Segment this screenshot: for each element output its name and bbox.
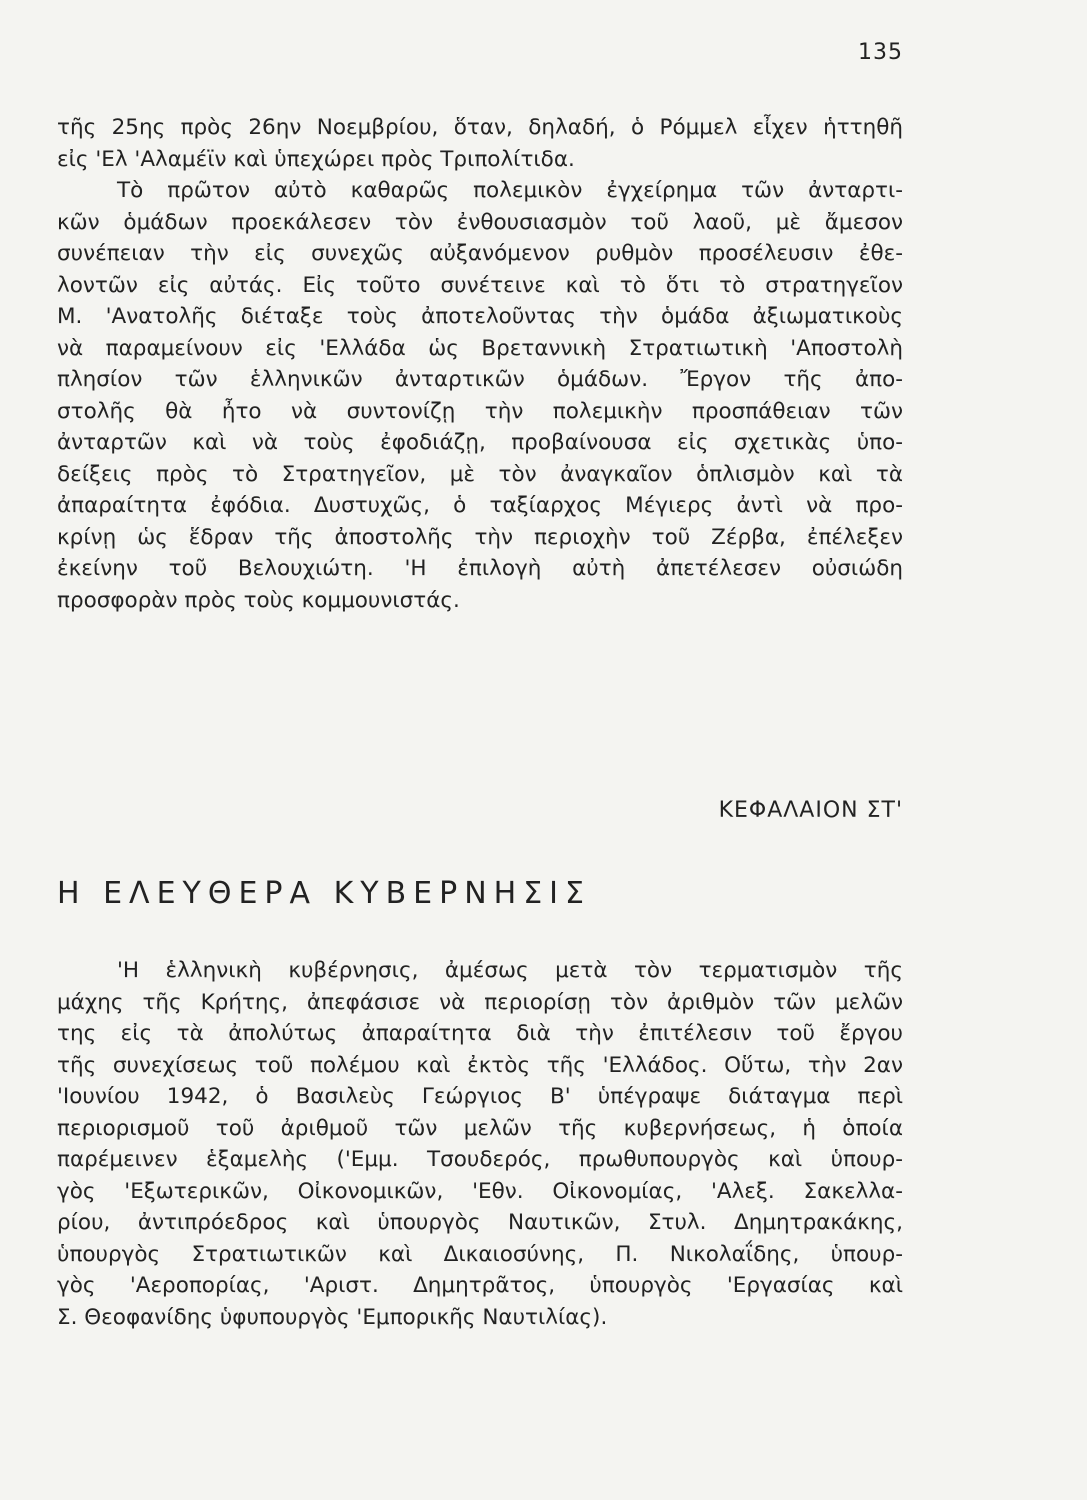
text-line: τῆς συνεχίσεως τοῦ πολέμου καὶ ἐκτὸς τῆς 'Ελλάδος. Οὕτω, τὴν 2αν <box>57 1052 903 1078</box>
text-line: πλησίον τῶν ἑλληνικῶν ἀνταρτικῶν ὁμάδων. Ἔργον τῆς ἀπο- <box>57 367 903 392</box>
text-line: παρέμεινεν ἑξαμελὴς ('Εμμ. Τσουδερός, πρωθυπουργὸς καὶ ὑπουρ- <box>57 1147 903 1172</box>
text-line: ὑπουργὸς Στρατιωτικῶν καὶ Δικαιοσύνης, Π. Νικολαΐδης, ὑπουρ- <box>57 1241 903 1267</box>
text-line: 'Ιουνίου 1942, ὁ Βασιλεὺς Γεώργιος Β' ὑπέγραψε διάταγμα περὶ <box>57 1084 903 1109</box>
text-line: ἐκείνην τοῦ Βελουχιώτη. 'Η ἐπιλογὴ αὐτὴ ἀπετέλεσεν οὐσιώδη <box>57 556 903 581</box>
top-paragraph <box>57 112 903 616</box>
text-line: τῆς 25ης πρὸς 26ην Νοεμβρίου, ὅταν, δηλαδή, ὁ Ρόμμελ εἶχεν ἡττηθῆ <box>57 115 903 140</box>
text-line: δείξεις πρὸς τὸ Στρατηγεῖον, μὲ τὸν ἀναγκαῖον ὁπλισμὸν καὶ τὰ <box>57 461 903 487</box>
text-line: 'Η ἑλληνικὴ κυβέρνησις, ἀμέσως μετὰ τὸν τερματισμὸν τῆς <box>117 958 903 983</box>
text-line: ρίου, ἀντιπρόεδρος καὶ ὑπουργὸς Ναυτικῶν, Στυλ. Δημητρακάκης, <box>57 1210 903 1235</box>
text-line: λοντῶν εἰς αὐτάς. Εἰς τοῦτο συνέτεινε καὶ τὸ ὅτι τὸ στρατηγεῖον <box>57 272 903 298</box>
text-line: ἀνταρτῶν καὶ νὰ τοὺς ἐφοδιάζῃ, προβαίνουσα εἰς σχετικὰς ὑπο- <box>57 430 903 455</box>
text-line: Σ. Θεοφανίδης ὑφυπουργὸς 'Εμπορικῆς Ναυτιλίας). <box>57 1304 608 1330</box>
text-line: Μ. 'Ανατολῆς διέταξε τοὺς ἀποτελοῦντας τὴν ὁμάδα ἀξιωματικοὺς <box>57 304 903 329</box>
text-line: ἀπαραίτητα ἐφόδια. Δυστυχῶς, ὁ ταξίαρχος Μέγιερς ἀντὶ νὰ προ- <box>57 493 903 518</box>
text-line: γὸς 'Αεροπορίας, 'Αριστ. Δημητρᾶτος, ὑπουργὸς 'Εργασίας καὶ <box>57 1273 903 1298</box>
text-line: κῶν ὁμάδων προεκάλεσεν τὸν ἐνθουσιασμὸν τοῦ λαοῦ, μὲ ἄμεσον <box>57 209 903 235</box>
text-line: συνέπειαν τὴν εἰς συνεχῶς αὐξανόμενον ρυθμὸν προσέλευσιν ἐθε- <box>57 241 903 266</box>
bottom-paragraph <box>57 955 903 1333</box>
text-line: της εἰς τὰ ἀπολύτως ἀπαραίτητα διὰ τὴν ἐπιτέλεσιν τοῦ ἔργου <box>57 1021 903 1046</box>
page-number: 135 <box>858 40 903 65</box>
text-line: περιορισμοῦ τοῦ ἀριθμοῦ τῶν μελῶν τῆς κυβερνήσεως, ἡ ὁποία <box>57 1115 903 1141</box>
text-line: μάχης τῆς Κρήτης, ἀπεφάσισε νὰ περιορίσῃ τὸν ἀριθμὸν τῶν μελῶν <box>57 989 903 1015</box>
text-line: γὸς 'Εξωτερικῶν, Οἰκονομικῶν, 'Εθν. Οἰκονομίας, 'Αλεξ. Σακελλα- <box>57 1178 903 1204</box>
chapter-label: ΚΕΦΑΛΑΙΟΝ ΣΤ' <box>718 798 903 823</box>
text-line: νὰ παραμείνουν εἰς 'Ελλάδα ὡς Βρεταννικὴ Στρατιωτικὴ 'Αποστολὴ <box>57 335 903 361</box>
text-line: εἰς 'Ελ 'Αλαμέϊν καὶ ὑπεχώρει πρὸς Τριπολίτιδα. <box>57 146 575 172</box>
text-line: προσφορὰν πρὸς τοὺς κομμουνιστάς. <box>57 587 460 613</box>
text-line: στολῆς θὰ ἦτο νὰ συντονίζῃ τὴν πολεμικὴν προσπάθειαν τῶν <box>57 398 903 424</box>
text-line: κρίνῃ ὡς ἕδραν τῆς ἀποστολῆς τὴν περιοχὴν τοῦ Ζέρβα, ἐπέλεξεν <box>57 524 903 550</box>
chapter-title: Η ΕΛΕΥΘΕΡΑ ΚΥΒΕΡΝΗΣΙΣ <box>57 876 591 911</box>
text-line: Τὸ πρῶτον αὐτὸ καθαρῶς πολεμικὸν ἐγχείρημα τῶν ἀνταρτι- <box>117 178 903 203</box>
